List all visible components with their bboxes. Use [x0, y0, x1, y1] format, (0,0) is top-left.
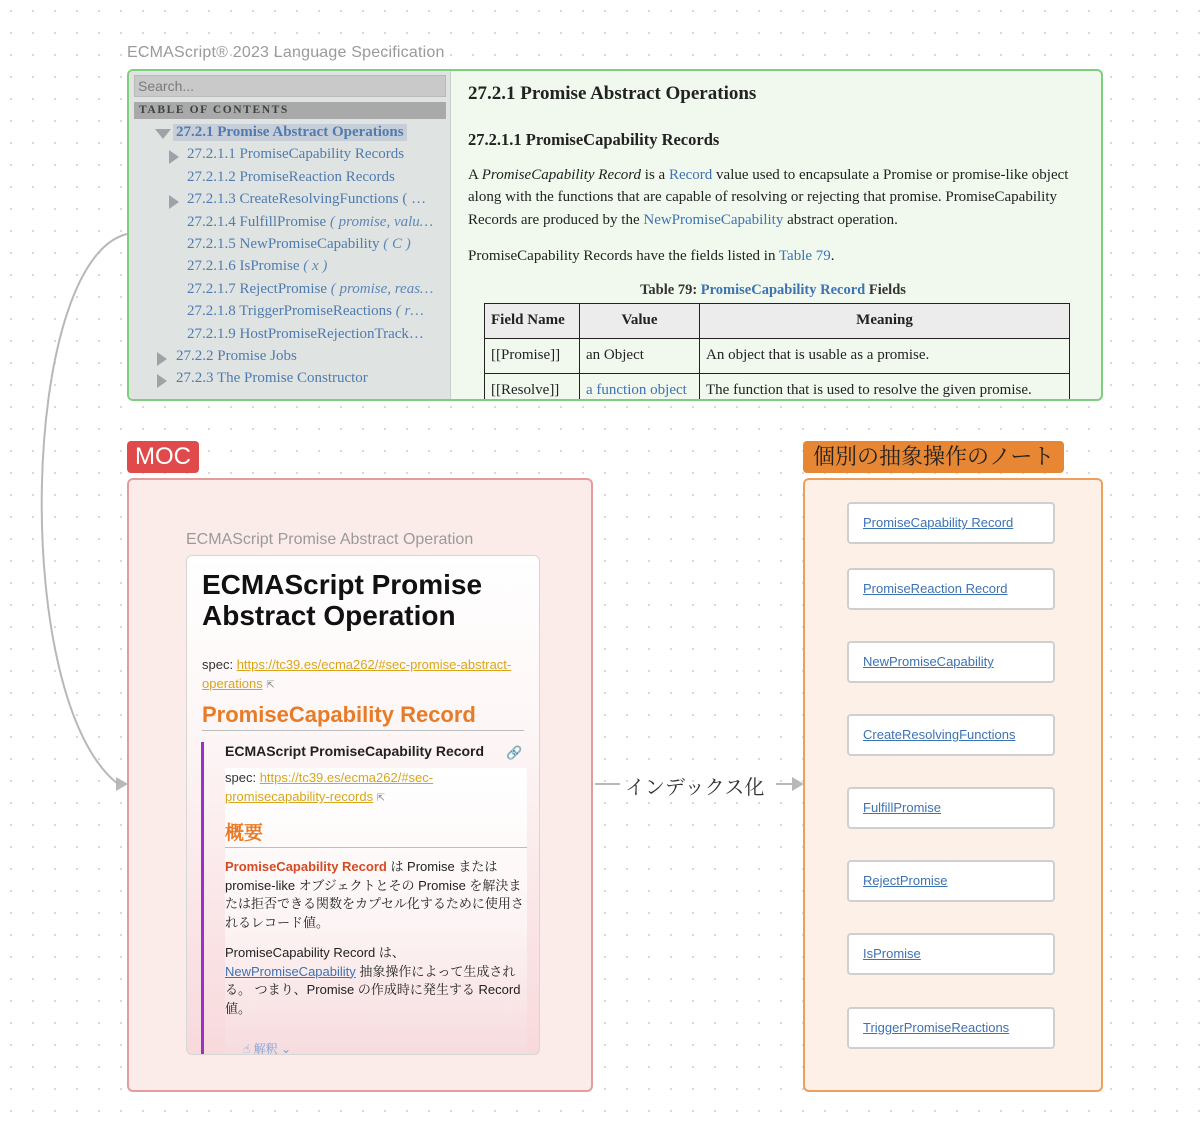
toc-item[interactable]: 27.2.1.9 HostPromiseRejectionTrack… [187, 325, 424, 342]
toc-item[interactable]: 27.2.1.1 PromiseCapability Records [129, 145, 451, 167]
expand-interpretation-toggle[interactable]: ☝ 解釈 ⌄ [243, 1042, 292, 1055]
moc-group-label[interactable]: MOC [127, 441, 199, 473]
function-object-link[interactable]: a function object [586, 382, 687, 399]
collapse-triangle-icon[interactable] [155, 129, 171, 139]
toc-list [129, 123, 451, 392]
table-row: [[Promise]] an Object An object that is usable as a promise. [485, 338, 1070, 373]
note-link-card[interactable]: TriggerPromiseReactions [847, 1007, 1055, 1049]
note-link-card[interactable]: CreateResolvingFunctions [847, 714, 1055, 756]
moc-spec-line: spec: https://tc39.es/ecma262/#sec-promise-abstract-operations ⇱ [202, 657, 512, 691]
toc-item[interactable]: 27.2.1.3 CreateResolvingFunctions ( … [129, 190, 451, 212]
spec-embed-card[interactable] [127, 69, 1103, 401]
table-79-link[interactable]: Table 79 [778, 248, 831, 265]
toc-sidebar [129, 71, 451, 399]
hand-icon: ☝ [243, 1042, 251, 1055]
spec-paragraph: A PromiseCapability Record is a Record value used to encapsulate a Promise or promise-like object along with the functions that are capable of resolving or rejecting that promise. PromiseCapability Records are produced by the NewPromiseCapability abstract operation. [468, 167, 1069, 228]
moc-spec-link[interactable]: https://tc39.es/ecma262/#sec-promise-abstract-operations [202, 657, 512, 691]
spec-content [452, 71, 1101, 399]
section-heading: PromiseCapability Record [202, 702, 524, 731]
spec-embed-caption: ECMAScript® 2023 Language Specification [127, 44, 445, 61]
embed-spec-line: spec: https://tc39.es/ecma262/#sec-promisecapability-records ⇱ [225, 770, 434, 804]
new-promise-capability-link[interactable]: NewPromiseCapability [225, 963, 356, 979]
overview-paragraph: PromiseCapability Record は Promise または promise-like オブジェクトとその Promise を解決または拒否できる関数をカプセル化するために使用されるレコード値。 [225, 859, 524, 930]
note-link-card[interactable]: IsPromise [847, 933, 1055, 975]
fields-table [484, 303, 1070, 399]
embed-title: ECMAScript PromiseCapability Record [225, 743, 485, 759]
note-link-card[interactable]: NewPromiseCapability [847, 641, 1055, 683]
toc-item[interactable]: 27.2.1.8 TriggerPromiseReactions ( r… [187, 303, 424, 320]
expand-triangle-icon[interactable] [169, 150, 179, 164]
expand-triangle-icon[interactable] [169, 195, 179, 209]
note-link-card[interactable]: RejectPromise [847, 860, 1055, 902]
moc-card-caption: ECMAScript Promise Abstract Operation [186, 531, 474, 548]
table-header: Meaning [700, 303, 1070, 338]
chevron-down-icon: ⌄ [281, 1042, 292, 1055]
new-promise-capability-link[interactable]: NewPromiseCapability [643, 211, 784, 228]
link-icon[interactable]: 🔗 [506, 745, 523, 760]
embed-content [225, 768, 527, 1055]
note-link-card[interactable]: FulfillPromise [847, 787, 1055, 829]
table-row: [[Resolve]] a function object The function that is used to resolve the given promise. [485, 373, 1070, 399]
external-link-icon: ⇱ [376, 793, 386, 804]
spec-paragraph: PromiseCapability Records have the fields listed in Table 79. [468, 248, 835, 265]
embedded-note[interactable] [201, 742, 527, 1055]
toc-item[interactable]: 27.2.1.4 FulfillPromise ( promise, valu… [187, 213, 434, 230]
table-header: Field Name [485, 303, 580, 338]
toc-item[interactable]: 27.2.2 Promise Jobs [129, 347, 451, 369]
embed-spec-link[interactable]: https://tc39.es/ecma262/#sec-promisecapability-records [225, 770, 434, 804]
toc-item[interactable]: 27.2.3 The Promise Constructor [129, 369, 451, 391]
notes-group-label[interactable]: 個別の抽象操作のノート [803, 441, 1064, 473]
expand-triangle-icon[interactable] [157, 374, 167, 388]
table-caption: Table 79: PromiseCapability Record Fields [640, 281, 906, 298]
spec-subheading: 27.2.1.1 PromiseCapability Records [468, 130, 720, 149]
note-link-card[interactable]: PromiseCapability Record [847, 502, 1055, 544]
overview-heading: 概要 [225, 818, 527, 848]
record-link[interactable]: Record [668, 167, 713, 183]
spec-heading: 27.2.1 Promise Abstract Operations [468, 83, 757, 104]
toc-item[interactable]: 27.2.1 Promise Abstract Operations [129, 123, 451, 145]
note-link-card[interactable]: PromiseReaction Record [847, 568, 1055, 610]
toc-heading: TABLE OF CONTENTS [134, 102, 446, 119]
toc-item[interactable]: 27.2.1.6 IsPromise ( x ) [187, 258, 328, 275]
moc-title: ECMAScript Promise Abstract Operation [202, 569, 483, 631]
table-header: Value [580, 303, 700, 338]
expand-triangle-icon[interactable] [157, 352, 167, 366]
toc-item[interactable]: 27.2.1.5 NewPromiseCapability ( C ) [187, 235, 411, 252]
toc-item[interactable]: 27.2.1.2 PromiseReaction Records [187, 168, 395, 185]
external-link-icon: ⇱ [266, 680, 275, 691]
toc-search-input[interactable]: Search... [134, 75, 446, 97]
moc-note-card[interactable] [186, 555, 540, 1055]
overview-paragraph: PromiseCapability Record は、NewPromiseCapability 抽象操作によって生成される。 つまり、Promise の作成時に発生する Record 値。 [225, 945, 521, 1016]
promise-capability-record-link[interactable]: PromiseCapability Record [700, 281, 866, 298]
index-arrow-label: インデックス化 [625, 777, 765, 799]
toc-item[interactable]: 27.2.1.7 RejectPromise ( promise, reas… [187, 280, 434, 297]
